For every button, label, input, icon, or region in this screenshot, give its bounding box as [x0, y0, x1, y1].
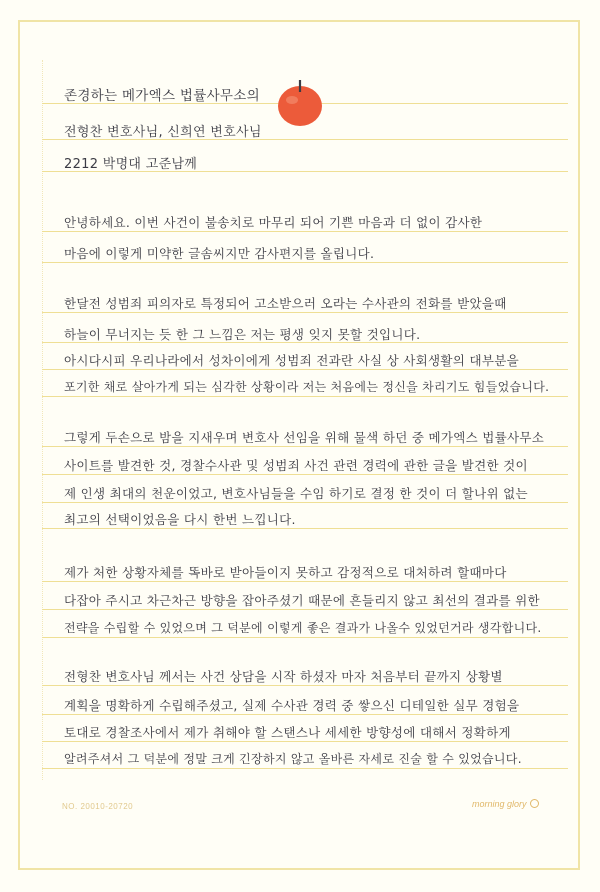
body-line: 사이트를 발견한 것, 경찰수사관 및 성범죄 사건 관련 경력에 관한 글을 발견한 것이	[64, 458, 528, 473]
ruled-line	[42, 528, 568, 529]
ruled-line	[42, 581, 568, 582]
ruled-line	[42, 262, 568, 263]
ruled-line	[42, 502, 568, 503]
ruled-line	[42, 714, 568, 715]
body-line: 전형찬 변호사님 께서는 사건 상담을 시작 하셨자 마자 처음부터 끝까지 상황별	[64, 669, 503, 684]
body-line: 안녕하세요. 이번 사건이 불송치로 마무리 되어 기쁜 마음과 더 없이 감사한	[64, 215, 483, 230]
serial-number: NO. 20010-20720	[62, 802, 134, 811]
body-line: 그렇게 두손으로 밤을 지새우며 변호사 선임을 위해 물색 하던 중 메가엑스 법률사무소	[64, 430, 545, 445]
ruled-line	[42, 474, 568, 475]
body-line: 마음에 이렇게 미약한 글솜씨지만 감사편지를 올립니다.	[64, 246, 375, 261]
body-line: 전략을 수립할 수 있었으며 그 덕분에 이렇게 좋은 결과가 나올수 있었던거라 생각합니다.	[64, 621, 542, 635]
body-line: 하늘이 무너지는 듯 한 그 느낌은 저는 평생 잊지 못할 것입니다.	[64, 327, 421, 342]
margin-line	[42, 60, 43, 780]
ruled-line	[42, 231, 568, 232]
ruled-line	[42, 768, 568, 769]
body-line: 한달전 성범죄 피의자로 특정되어 고소받으러 오라는 수사관의 전화를 받았을때	[64, 296, 507, 311]
ruled-line	[42, 446, 568, 447]
sender-line: 2212 박명대 고준남께	[64, 157, 198, 172]
ruled-line	[42, 741, 568, 742]
body-line: 제가 처한 상황자체를 똑바로 받아들이지 못하고 감정적으로 대처하려 할때마다	[64, 565, 507, 580]
apple-icon	[274, 78, 326, 128]
salutation-line: 존경하는 메가엑스 법률사무소의	[64, 88, 260, 104]
ruled-line	[42, 396, 568, 397]
brand-mark	[472, 799, 539, 809]
body-line: 포기한 채로 살아가게 되는 심각한 상황이라 저는 처음에는 정신을 차리기도 힘들었습니다.	[64, 380, 550, 394]
body-line: 아시다시피 우리나라에서 성차이에게 성범죄 전과란 사실 상 사회생활의 대부분을	[64, 353, 519, 368]
ruled-line	[42, 312, 568, 313]
ruled-line	[42, 685, 568, 686]
body-line: 최고의 선택이었음을 다시 한번 느낍니다.	[64, 512, 296, 527]
ruled-line	[42, 369, 568, 370]
brand-name: morning glory	[472, 799, 527, 809]
recipients-line: 전형찬 변호사님, 신희연 변호사님	[64, 125, 262, 140]
body-line: 토대로 경찰조사에서 제가 취해야 할 스탠스나 세세한 방향성에 대해서 정확하게	[64, 725, 511, 740]
body-line: 알려주셔서 그 덕분에 정말 크게 긴장하지 않고 올바른 자세로 진술 할 수 있었습니다.	[64, 752, 522, 766]
body-line: 다잡아 주시고 차근차근 방향을 잡아주셨기 때문에 흔들리지 않고 최선의 결과를 위한	[64, 593, 540, 608]
body-line: 계획을 명확하게 수립해주셨고, 실제 수사관 경력 중 쌓으신 디테일한 실무 경험을	[64, 698, 520, 713]
body-line: 제 인생 최대의 천운이었고, 변호사님들을 수임 하기로 결정 한 것이 더 할나위 없는	[64, 486, 528, 501]
ruled-line	[42, 637, 568, 638]
flower-icon	[530, 799, 539, 808]
ruled-line	[42, 609, 568, 610]
